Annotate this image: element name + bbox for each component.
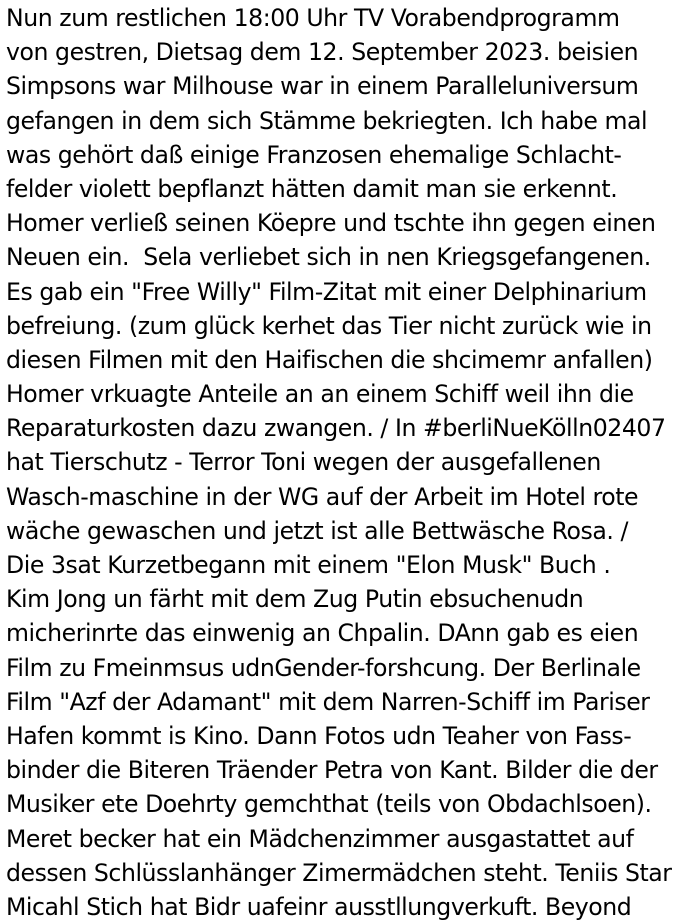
text-line: von gestren, Dietsag dem 12. September 2023. beisien	[6, 38, 639, 67]
text-line: Die 3sat Kurzetbegann mit einem "Elon Musk" Buch .	[6, 551, 611, 579]
text-line: Musiker ete Doehrty gemchthat (teils von Obdachlsoen).	[6, 790, 652, 819]
text-line: Micahl Stich hat Bidr uafeinr ausstllungverkuft. Beyond	[6, 892, 632, 920]
text-line: diesen Filmen mit den Haifischen die shcimemr anfallen)	[6, 345, 653, 374]
text-line: Film "Azf der Adamant" mit dem Narren-Schiff im Pariser	[6, 687, 650, 716]
text-line: Simpsons war Milhouse war in einem Paralleluniversum	[6, 72, 639, 101]
text-line: binder die Biteren Träender Petra von Kant. Bilder die der	[6, 756, 658, 785]
text-line: wäche gewaschen und jetzt ist alle Bettwäsche Rosa. /	[6, 516, 628, 545]
text-line: Meret becker hat ein Mädchenzimmer ausgastattet auf	[6, 824, 634, 853]
text-line: hat Tierschutz - Terror Toni wegen der ausgefallenen	[6, 448, 601, 477]
text-line: micherinrte das einwenig an Chpalin. DAnn gab es eien	[6, 619, 639, 648]
text-line: Es gab ein "Free Willy" Film-Zitat mit einer Delphinarium	[6, 277, 647, 306]
text-line: was gehört daß einige Franzosen ehemalige Schlacht-	[6, 140, 622, 169]
text-line: Film zu Fmeinmsus udnGender-forshcung. Der Berlinale	[6, 653, 641, 682]
text-line: Homer verließ seinen Köepre und tschte ihn gegen einen	[6, 209, 656, 238]
text-line: befreiung. (zum glück kerhet das Tier nicht zurück wie in	[6, 311, 652, 340]
text-line: gefangen in dem sich Stämme bekriegten. Ich habe mal	[6, 106, 648, 135]
text-line: Neuen ein. Sela verliebet sich in nen Kriegsgefangenen.	[6, 243, 651, 272]
text-line: felder violett bepflanzt hätten damit man sie erkennt.	[6, 174, 618, 203]
text-line: Wasch-maschine in der WG auf der Arbeit im Hotel rote	[6, 482, 639, 511]
document-text	[6, 1, 684, 920]
text-line: Hafen kommt is Kino. Dann Fotos udn Teaher von Fass-	[6, 721, 632, 750]
text-line: Nun zum restlichen 18:00 Uhr TV Vorabendprogramm	[6, 4, 620, 32]
text-line: dessen Schlüsslanhänger Zimermädchen steht. Teniis Star	[6, 858, 672, 887]
text-line: Homer vrkuagte Anteile an an einem Schiff weil ihn die	[6, 380, 634, 409]
text-line: Kim Jong un färht mit dem Zug Putin ebsuchenudn	[6, 585, 584, 614]
text-line: Reparaturkosten dazu zwangen. / In #berliNueKölln02407	[6, 414, 666, 443]
